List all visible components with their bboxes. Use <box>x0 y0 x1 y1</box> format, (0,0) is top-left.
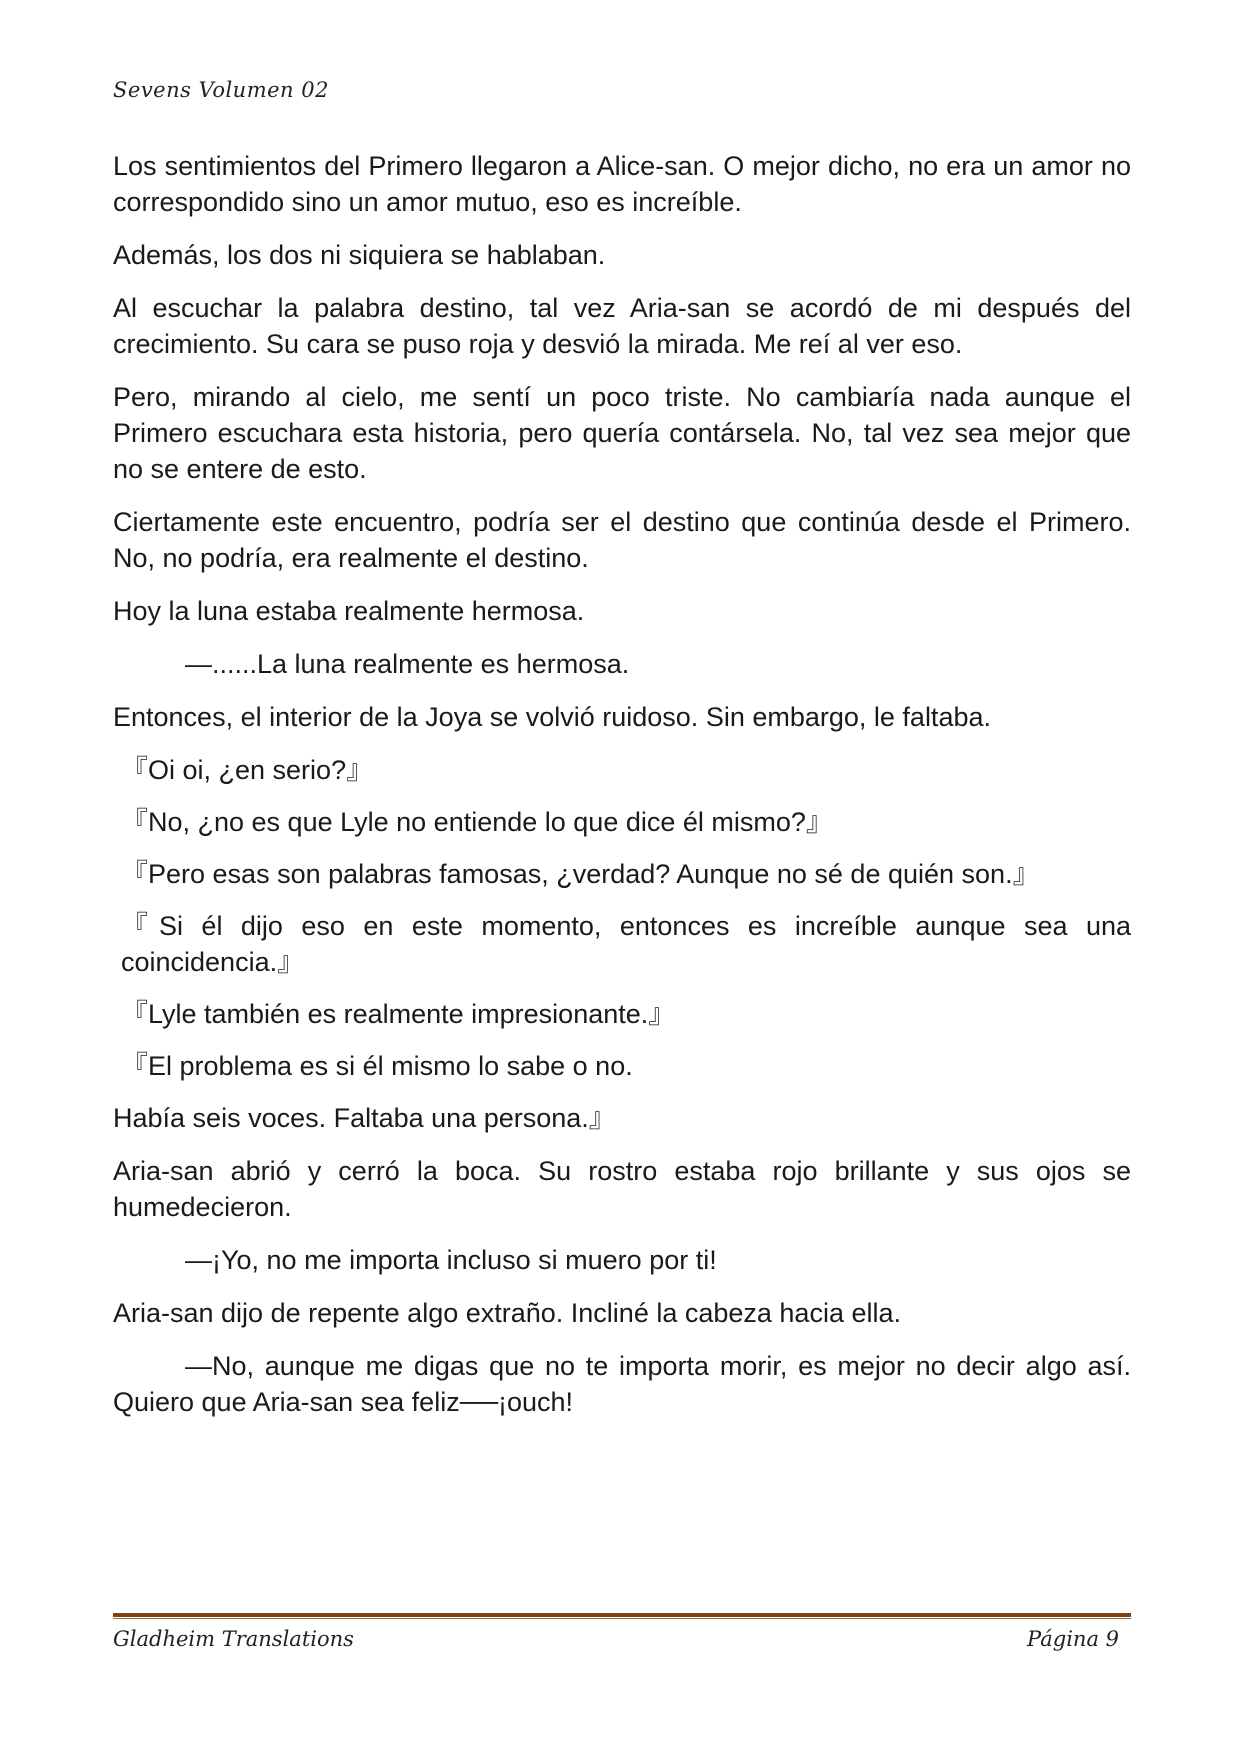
bracket-quote: 『No, ¿no es que Lyle no entiende lo que dice él mismo?』 <box>121 807 833 837</box>
paragraph: Aria-san abrió y cerró la boca. Su rostro estaba rojo brillante y sus ojos se humedecieron. <box>113 1156 1131 1222</box>
paragraph: Los sentimientos del Primero llegaron a Alice-san. O mejor dicho, no era un amor no correspondido sino un amor mutuo, eso es increíble. <box>113 151 1131 217</box>
paragraph: Pero, mirando al cielo, me sentí un poco triste. No cambiaría nada aunque el Primero escuchara esta historia, pero quería contársela. No, tal vez sea mejor que no se entere de esto. <box>113 382 1131 484</box>
footer-divider-thick <box>113 1613 1131 1617</box>
page-header-title: Sevens Volumen 02 <box>113 78 329 102</box>
dialogue-line: —......La luna realmente es hermosa. <box>185 649 630 679</box>
footer-divider <box>113 1613 1131 1620</box>
paragraph: Al escuchar la palabra destino, tal vez Aria-san se acordó de mi después del crecimiento. Su cara se puso roja y desvió la mirada. Me reí al ver eso. <box>113 293 1131 359</box>
page-number: Página 9 <box>1027 1627 1119 1651</box>
paragraph: Había seis voces. Faltaba una persona.』 <box>113 1103 616 1133</box>
paragraph: Ciertamente este encuentro, podría ser el destino que continúa desde el Primero. No, no podría, era realmente el destino. <box>113 507 1131 573</box>
footer-divider-thin <box>113 1618 1131 1619</box>
bracket-quote: 『Si él dijo eso en este momento, entonces es increíble aunque sea una coincidencia.』 <box>121 911 1131 977</box>
bracket-quote: 『Lyle también es realmente impresionante.』 <box>121 999 676 1029</box>
dialogue-line: —¡Yo, no me importa incluso si muero por ti! <box>185 1245 717 1275</box>
paragraph: Aria-san dijo de repente algo extraño. Incliné la cabeza hacia ella. <box>113 1298 901 1328</box>
bracket-quote: 『Pero esas son palabras famosas, ¿verdad? Aunque no sé de quién son.』 <box>121 859 1040 889</box>
paragraph: Además, los dos ni siquiera se hablaban. <box>113 240 606 270</box>
page-body <box>113 148 1131 1437</box>
bracket-quote: 『Oi oi, ¿en serio?』 <box>121 755 374 785</box>
footer-publisher: Gladheim Translations <box>113 1627 354 1651</box>
dialogue-line: —No, aunque me digas que no te importa morir, es mejor no decir algo así. Quiero que Aria-san sea feliz──¡ouch! <box>113 1351 1131 1417</box>
paragraph: Hoy la luna estaba realmente hermosa. <box>113 596 585 626</box>
bracket-quote: 『El problema es si él mismo lo sabe o no. <box>121 1051 633 1081</box>
paragraph: Entonces, el interior de la Joya se volvió ruidoso. Sin embargo, le faltaba. <box>113 702 991 732</box>
